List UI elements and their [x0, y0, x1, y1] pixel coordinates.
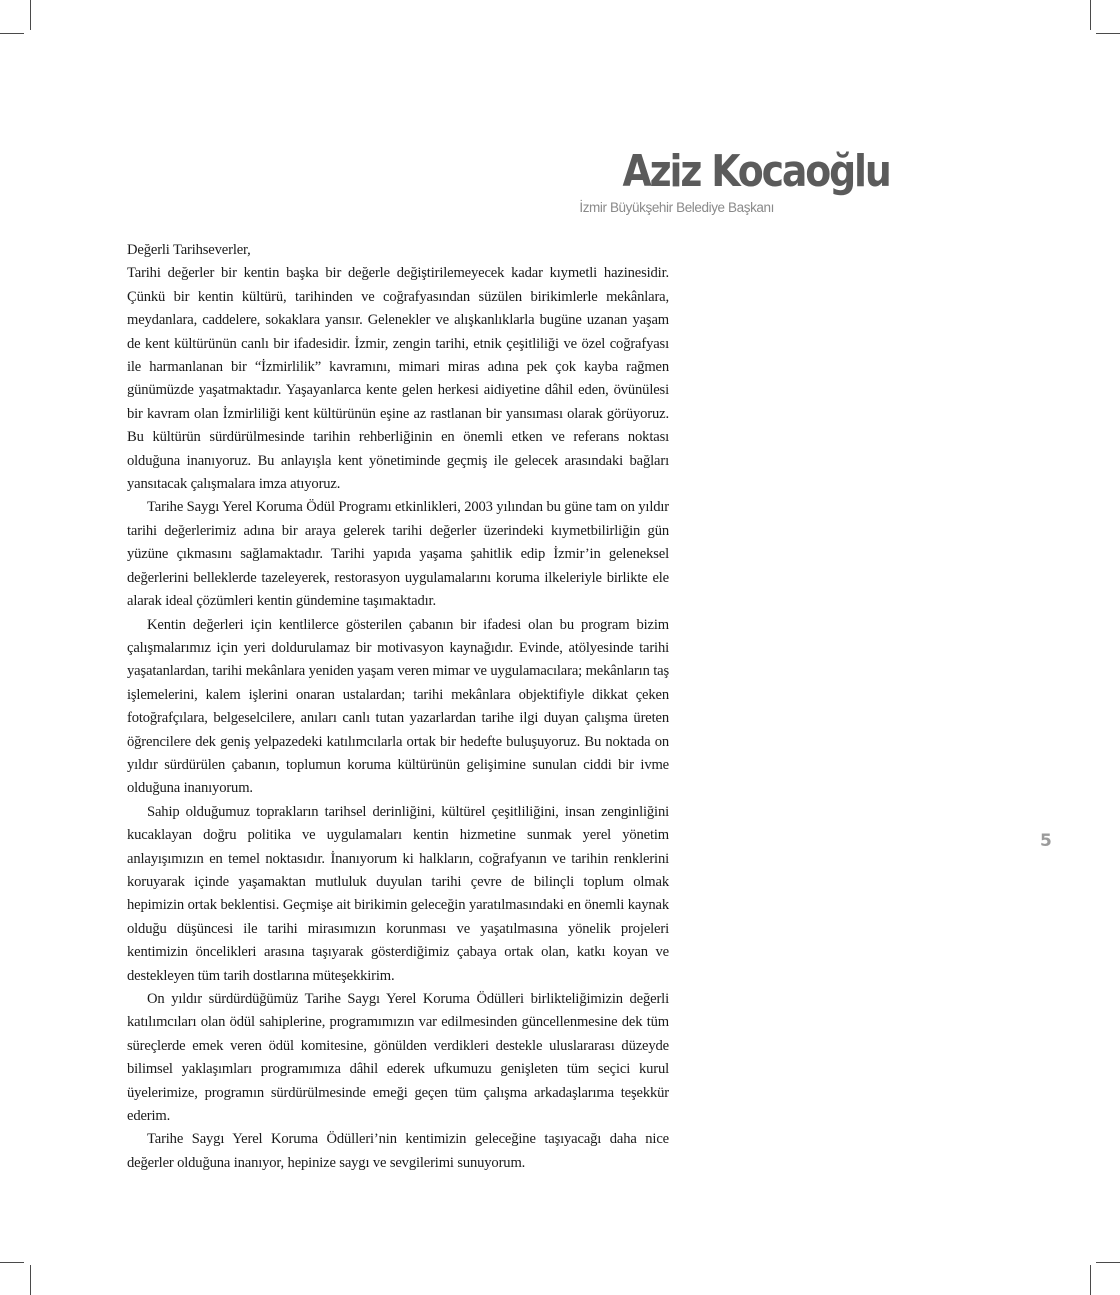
- salutation: Değerli Tarihseverler,: [127, 242, 251, 258]
- crop-mark-right-top: [1096, 33, 1120, 34]
- author-title: İzmir Büyükşehir Belediye Başkanı: [579, 200, 774, 215]
- author-name: Aziz Kocaoğlu: [622, 146, 890, 197]
- paragraph-2: Tarihe Saygı Yerel Koruma Ödül Programı etkinlikleri, 2003 yılından bu güne tam on yıldır tarihi değerlerimiz adına bir araya gelerek tarihi değerler üzerindeki kıymetbilirliğin gün yüzüne çıkmasını sağlamaktadır. Tarihi yapıda yaşama şahitlik edip İzmir’in geleneksel değerlerini belleklerde tazeleyerek, restorasyon uygulamalarını koruma ilkeleriyle birlikte ele alarak ideal çözümleri kentin gündemine taşımaktadır.: [127, 499, 669, 610]
- crop-mark-bottom-right: [1090, 1265, 1091, 1295]
- paragraph-3: Kentin değerleri için kentlilerce gösterilen çabanın bir ifadesi olan bu program bizim çalışmalarımız için yeri doldurulamaz bir motivasyon kaynağıdır. Evinde, atölyesinde tarihi yaşatanlardan, tarihi mekânlara yeniden yaşam veren mimar ve uygulamacılara; mekânların taş işlemelerini, kalem işlerini onaran ustalardan; tarihi mekânlara objektifiyle dikkat çeken fotoğrafçılara, belgeselcilere, anıları canlı tutan yazarlardan tarihe ilgi duyan çalışma üreten öğrencilere dek geniş yelpazedeki katılımcılarla ortak bir hedefte buluşuyoruz. Bu noktada on yıldır sürdürülen çabanın, toplumun koruma kültürünün gelişimine sunulan ciddi bir ivme olduğuna inanıyorum.: [127, 616, 669, 797]
- page-number: 5: [1040, 831, 1052, 851]
- author-header: [579, 140, 890, 216]
- paragraph-6: Tarihe Saygı Yerel Koruma Ödülleri’nin kentimizin geleceğine taşıyacağı daha nice değerler olduğuna inanıyor, hepinize saygı ve sevgilerimi sunuyorum.: [127, 1131, 669, 1171]
- letter-body: [127, 239, 669, 1175]
- crop-mark-top-left: [30, 0, 31, 30]
- crop-mark-left-bottom: [0, 1262, 24, 1263]
- crop-mark-left-top: [0, 33, 24, 34]
- paragraph-4: Sahip olduğumuz toprakların tarihsel derinliğini, kültürel çeşitliliğini, insan zenginliğini kucaklayan doğru politika ve uygulamaları kentin hizmetine sunmak yerel yönetim anlayışımızın en temel noktasıdır. İnanıyorum ki halkların, coğrafyanın ve tarihin renklerini koruyarak içinde yaşamaktan mutluluk duyulan tarihi çevre de bilinçli toplum olmak hepimizin ortak beklentisi. Geçmişe ait birikimin geleceğin yaratılmasındaki en önemli kaynak olduğu düşüncesi ile tarihi mirasımızın korunması ve yaşatılmasına yönelik projeleri kentimizin öncelikleri arasına taşıyarak gösterdiğimiz çabaya ortak olan, katkı koyan ve destekleyen tüm tarih dostlarına müteşekkirim.: [127, 803, 669, 984]
- crop-mark-right-bottom: [1096, 1262, 1120, 1263]
- crop-mark-bottom-left: [30, 1265, 31, 1295]
- paragraph-5: On yıldır sürdürdüğümüz Tarihe Saygı Yerel Koruma Ödülleri birlikteliğimizin değerli katılımcıları olan ödül sahiplerine, programımızın var edilmesinden güncellenmesine dek tüm süreçlerde emek veren ödül komitesine, gönülden verdikleri destekle uluslararası düzeyde bilimsel yaklaşımları programımıza dâhil ederek ufkumuzu genişleten tüm seçici kurul üyelerimize, programın sürdürülmesinde emeği geçen tüm çalışma arkadaşlarıma teşekkür ederim.: [127, 991, 669, 1125]
- paragraph-1: Tarihi değerler bir kentin başka bir değerle değiştirilemeyecek kadar kıymetli hazinesidir. Çünkü bir kentin kültürü, tarihinden ve coğrafyasından süzülen birikimlerle mekânlara, meydanlara, caddelere, sokaklara yansır. Gelenekler ve alışkanlıklarla bugüne uzanan yaşam de kent kültürünün canlı bir ifadesidir. İzmir, zengin tarihi, etnik çeşitliliği ve özel coğrafyası ile harmanlanan bir “İzmirlilik” kavramını, mimari miras adına pek çok kayba rağmen günümüzde yaşatmaktadır. Yaşayanlarca kente gelen herkesi aidiyetine dâhil eden, övünülesi bir kavram olan İzmirliliği kent kültürünün eşine az rastlanan bir yansıması olarak görüyoruz. Bu kültürün sürdürülmesinde tarihin rehberliğinin en önemli etken ve referans noktası olduğuna inanıyoruz. Bu anlayışla kent yönetiminde geçmiş ile gelecek arasındaki bağları yansıtacak çalışmalara imza atıyoruz.: [127, 265, 669, 493]
- crop-mark-top-right: [1090, 0, 1091, 30]
